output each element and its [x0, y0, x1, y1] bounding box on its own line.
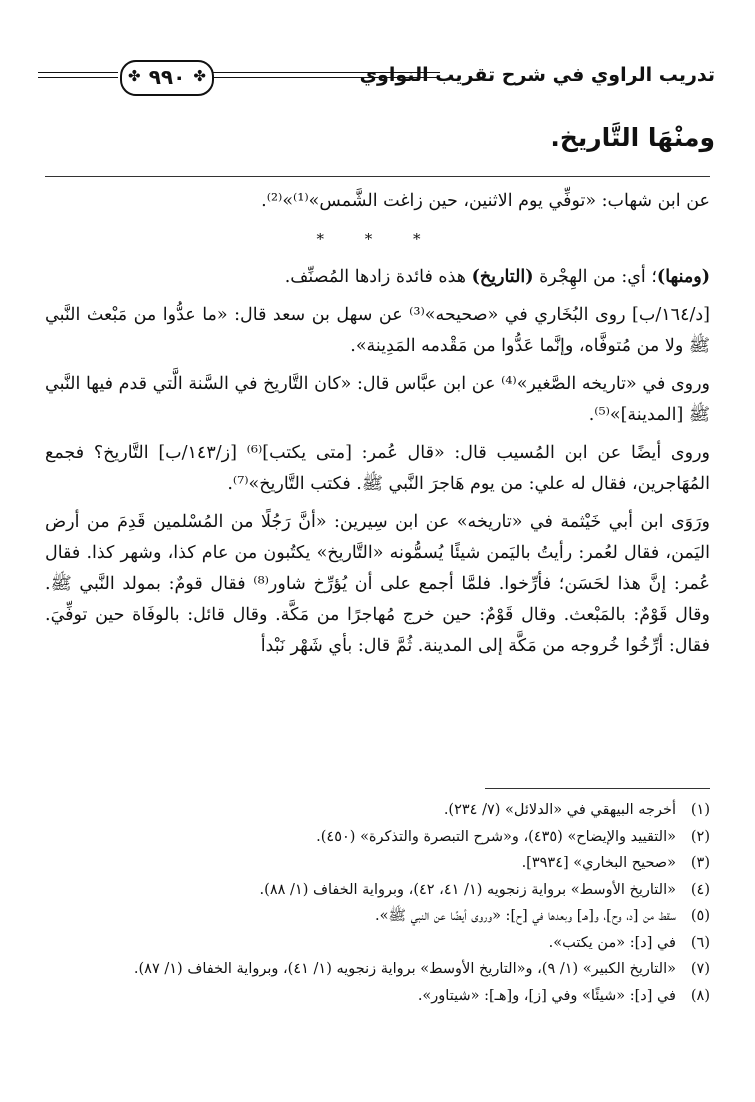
footnote-number: (٥) — [690, 908, 710, 924]
footnotes-divider — [485, 788, 710, 789]
title-divider — [45, 176, 710, 177]
footnote — [45, 930, 710, 957]
term-wa-minha: (ومنها) — [656, 267, 710, 287]
footnote-text: سقط من [د، وح]، و[هـ] وبعدها في [ح]: «وروى أيضًا عن النبي ﷺ». — [374, 908, 676, 924]
footnote-number: (٨) — [690, 987, 710, 1004]
paragraph-2 — [45, 262, 710, 293]
term-tarikh: (التاريخ) — [471, 267, 534, 287]
main-text — [45, 186, 710, 669]
page-header — [38, 60, 715, 96]
footnote-text: «صحيح البخاري» [٣٩٣٤]. — [521, 855, 676, 871]
footnote — [45, 903, 710, 930]
footnote-text: «التاريخ الكبير» (١/ ٩)، و«التاريخ الأوسط» برواية زنجويه (١/ ٤١)، وبرواية الخفاف (١/ ٨٧). — [133, 961, 676, 977]
paragraph-3: [د/١٦٤/ب] روى البُخَاري في «صحيحه»⁽³⁾ عن سهل بن سعد قال: «ما عدُّوا من مَبْعث النَّبي ﷺ ولا من مُتوفَّاه، وإنَّما عَدُّوا من مَقْدمه المَدِينة». — [45, 305, 710, 356]
section-stars: * * * — [316, 230, 439, 248]
header-rule-left — [38, 72, 118, 78]
footnote — [45, 797, 710, 824]
header-rule-right — [213, 72, 440, 78]
footnote-text: في [د]: «من يكتب». — [548, 934, 676, 951]
footnotes — [45, 797, 710, 1009]
footnote-number: (٤) — [690, 881, 710, 898]
paragraph-6: ورَوَى ابن أبي خَيْثمة في «تاريخه» عن ابن سِيرين: «أنَّ رَجُلًا من المُسْلمين قَدِمَ من أرض اليَمن، فقال لعُمر: رأيتُ باليَمن شيئًا يُسمُّونه «التَّاريخ» يكتُبون من عام كذا، وشهر كذا. فقال عُمر: إنَّ هذا لحَسَن؛ فأرِّخوا. فلمَّا أجمع على أن يُؤرِّخ شاور⁽⁸⁾ فقال قومٌ: بمولد النَّبي ﷺ. وقال قَوْمٌ: بالمَبْعث. وقال قَوْمٌ: حين خرج مُهاجرًا من مَكَّة. وقال قائل: بالوفَاة حين توفِّيَ. فقال: أرِّخُوا خُروجه من مَكَّة إلى المدينة. ثُمَّ قال: بأي شَهْر نَبْدأ — [45, 512, 710, 656]
paragraph-1: عن ابن شهاب: «توفِّي يوم الاثنين، حين زاغت الشَّمس»⁽¹⁾»⁽²⁾. — [261, 191, 710, 211]
footnote-number: (٦) — [690, 934, 710, 951]
footnote-number: (٢) — [690, 828, 710, 845]
footnote-text: في [د]: «شيئًا» وفي [ز]، و[هـ]: «شيتاور». — [417, 987, 676, 1004]
footnote-number: (١) — [690, 802, 710, 818]
footnote-number: (٣) — [690, 855, 710, 871]
paragraph-4: وروى في «تاريخه الصَّغير»⁽⁴⁾ عن ابن عبَّاس قال: «كان التَّاريخ في السَّنة الَّتي قدم فيها النَّبي ﷺ [المدينة]»⁽⁵⁾. — [45, 374, 711, 425]
footnote-text: «التاريخ الأوسط» برواية زنجويه (١/ ٤١، ٤٢)، وبرواية الخفاف (١/ ٨٨). — [259, 881, 676, 898]
paragraph-2-rest: هذه فائدة زادها المُصنِّف. — [284, 267, 472, 287]
footnote-text: «التقييد والإيضاح» (٤٣٥)، و«شرح التبصرة والتذكرة» (٤٥٠). — [316, 828, 676, 845]
footnote — [45, 983, 710, 1010]
paragraph-5: وروى أيضًا عن ابن المُسيب قال: «قال عُمر: [متى يكتب]⁽⁶⁾ [ز/١٤٣/ب] التَّاريخ؟ فجمع المُهَاجرين، فقال له علي: من يوم هَاجرَ النَّبي ﷺ. فكتب التَّاريخ»⁽⁷⁾. — [45, 443, 710, 494]
footnote-number: (٧) — [690, 961, 710, 977]
footnote — [45, 877, 710, 904]
footnote — [45, 956, 710, 983]
paragraph-2-mid: ؛ أي: من الهِجْرة — [533, 267, 657, 287]
footnote — [45, 824, 710, 851]
book-title: تدريب الراوي في شرح تقريب النواوي — [359, 64, 715, 86]
footnote-text: أخرجه البيهقي في «الدلائل» (٧/ ٢٣٤). — [443, 802, 676, 818]
page-number: ✤ ٩٩٠ ✤ — [120, 60, 214, 96]
footnote — [45, 850, 710, 877]
section-title: ومنْهَا التَّاريخ. — [550, 123, 715, 152]
